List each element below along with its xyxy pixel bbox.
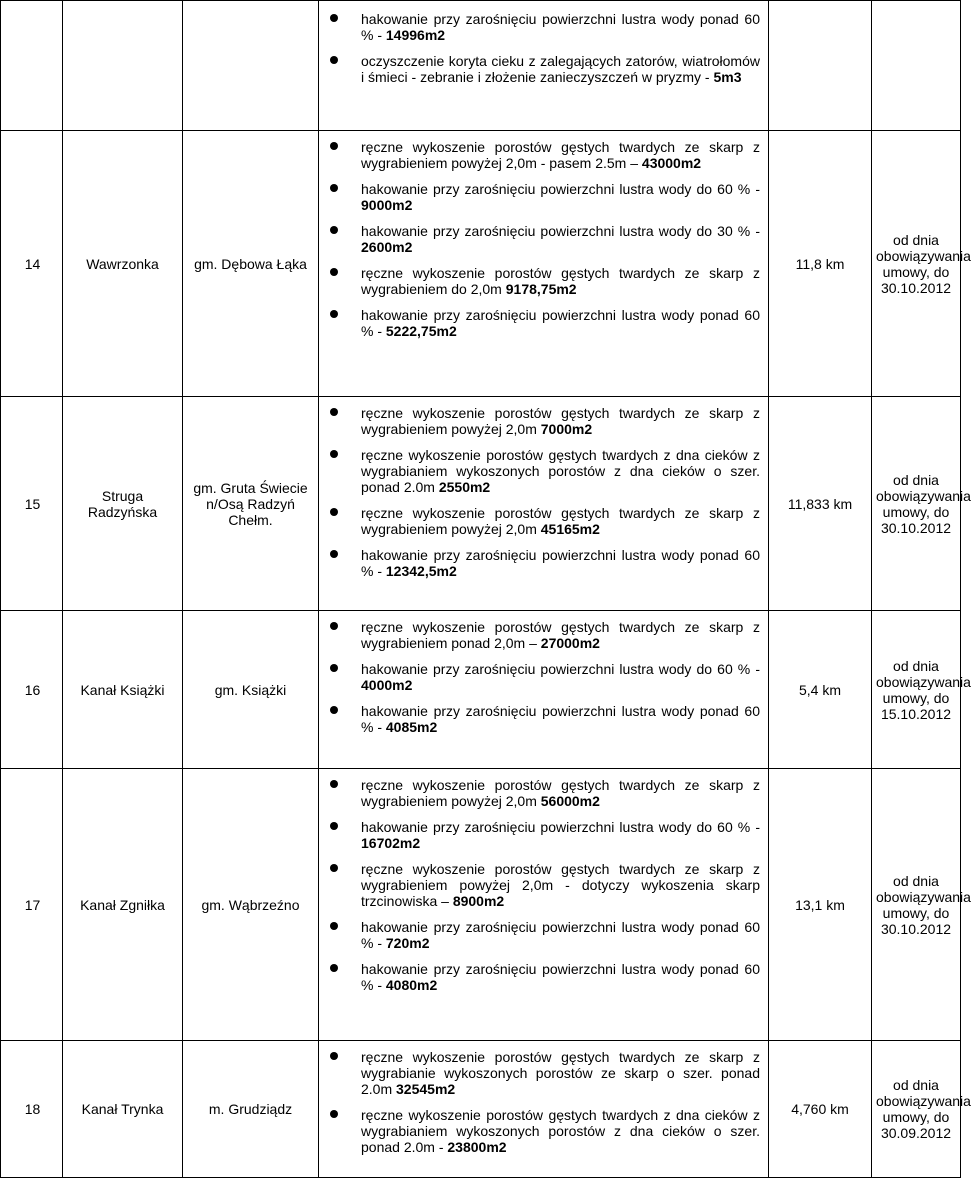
watercourse-name: Kanał Książki	[63, 611, 183, 769]
bullet-icon	[330, 864, 338, 872]
list-item	[327, 181, 760, 213]
works-list	[327, 11, 760, 85]
work-description: hakowanie przy zarośnięciu powierzchni lustra wody do 60 % -	[361, 819, 760, 835]
length	[769, 1, 872, 131]
work-quantity: 4085m2	[385, 719, 438, 735]
works-list-cell	[319, 611, 769, 769]
list-item	[327, 139, 760, 171]
work-quantity: 2550m2	[438, 479, 491, 495]
table-row	[1, 611, 961, 769]
bullet-icon	[330, 408, 338, 416]
work-quantity: 720m2	[385, 935, 430, 951]
row-number: 18	[1, 1041, 63, 1178]
bullet-icon	[330, 822, 338, 830]
work-quantity: 45165m2	[540, 521, 600, 537]
works-list	[327, 619, 760, 735]
work-quantity: 5222,75m2	[385, 323, 457, 339]
bullet-icon	[330, 922, 338, 930]
work-quantity: 12342,5m2	[385, 563, 457, 579]
work-quantity: 4080m2	[385, 977, 438, 993]
term: od dnia obowiązywania umowy, do 30.10.2012	[872, 131, 961, 397]
row-number: 15	[1, 397, 63, 611]
work-quantity: 27000m2	[540, 635, 600, 651]
list-item	[327, 405, 760, 437]
works-list-cell	[319, 1041, 769, 1178]
work-description: ręczne wykoszenie porostów gęstych twardych ze skarp z wygrabieniem powyżej 2,0m - dotyczy wykoszenia skarp trzcinowiska –	[361, 861, 760, 909]
work-description: ręczne wykoszenie porostów gęstych twardych z dna cieków z wygrabianiem wykoszonych porostów z dna cieków o szer. ponad 2.0m -	[361, 1107, 760, 1155]
term: od dnia obowiązywania umowy, do 15.10.2012	[872, 611, 961, 769]
work-quantity: 4000m2	[361, 677, 413, 693]
list-item	[327, 703, 760, 735]
bullet-icon	[330, 268, 338, 276]
location: m. Grudziądz	[183, 1041, 319, 1178]
works-list-cell	[319, 397, 769, 611]
work-description: ręczne wykoszenie porostów gęstych twardych ze skarp z wygrabieniem powyżej 2,0m	[361, 405, 760, 437]
work-description: ręczne wykoszenie porostów gęstych twardych z dna cieków z wygrabianiem wykoszonych porostów z dna cieków o szer. ponad 2.0m	[361, 447, 760, 495]
work-quantity: 14996m2	[385, 27, 446, 43]
list-item	[327, 777, 760, 809]
work-description: ręczne wykoszenie porostów gęstych twardych ze skarp z wygrabieniem powyżej 2,0m	[361, 777, 760, 809]
bullet-icon	[330, 310, 338, 318]
work-description: ręczne wykoszenie porostów gęstych twardych ze skarp z wygrabianie wykoszonych porostów ze skarp o szer. ponad 2.0m	[361, 1049, 760, 1097]
table-row	[1, 131, 961, 397]
works-list-cell	[319, 131, 769, 397]
list-item	[327, 1049, 760, 1097]
list-item	[327, 307, 760, 339]
work-description: oczyszczenie koryta cieku z zalegających zatorów, wiatrołomów i śmieci - zebranie i złożenie zanieczyszczeń w pryzmy -	[361, 53, 760, 85]
term: od dnia obowiązywania umowy, do 30.10.2012	[872, 769, 961, 1041]
watercourse-name: Struga Radzyńska	[63, 397, 183, 611]
work-description: hakowanie przy zarośnięciu powierzchni lustra wody do 30 % -	[361, 223, 760, 239]
works-list	[327, 405, 760, 579]
work-description: hakowanie przy zarośnięciu powierzchni lustra wody ponad 60 % -	[361, 547, 760, 579]
term: od dnia obowiązywania umowy, do 30.09.2012	[872, 1041, 961, 1178]
works-list	[327, 777, 760, 993]
work-description: hakowanie przy zarośnięciu powierzchni lustra wody ponad 60 % -	[361, 961, 760, 993]
bullet-icon	[330, 142, 338, 150]
works-list-cell	[319, 769, 769, 1041]
work-description: hakowanie przy zarośnięciu powierzchni lustra wody do 60 % -	[361, 661, 760, 677]
list-item	[327, 447, 760, 495]
bullet-icon	[330, 706, 338, 714]
bullet-icon	[330, 56, 338, 64]
work-description: ręczne wykoszenie porostów gęstych twardych ze skarp z wygrabieniem powyżej 2,0m	[361, 505, 760, 537]
work-quantity: 16702m2	[361, 835, 421, 851]
term: od dnia obowiązywania umowy, do 30.10.2012	[872, 397, 961, 611]
watercourse-name: Wawrzonka	[63, 131, 183, 397]
list-item	[327, 919, 760, 951]
length: 11,833 km	[769, 397, 872, 611]
list-item	[327, 661, 760, 693]
term	[872, 1, 961, 131]
work-description: ręczne wykoszenie porostów gęstych twardych ze skarp z wygrabieniem do 2,0m	[361, 265, 760, 297]
bullet-icon	[330, 226, 338, 234]
work-description: hakowanie przy zarośnięciu powierzchni lustra wody ponad 60 % -	[361, 703, 760, 735]
work-description: hakowanie przy zarośnięciu powierzchni lustra wody ponad 60 % -	[361, 919, 760, 951]
row-number: 17	[1, 769, 63, 1041]
table-row	[1, 397, 961, 611]
work-description: hakowanie przy zarośnięciu powierzchni lustra wody ponad 60 % -	[361, 11, 760, 43]
location	[183, 1, 319, 131]
bullet-icon	[330, 964, 338, 972]
bullet-icon	[330, 550, 338, 558]
row-number	[1, 1, 63, 131]
list-item	[327, 1107, 760, 1155]
list-item	[327, 547, 760, 579]
length: 13,1 km	[769, 769, 872, 1041]
bullet-icon	[330, 1110, 338, 1118]
work-quantity: 7000m2	[540, 421, 593, 437]
location: gm. Książki	[183, 611, 319, 769]
table-row	[1, 1, 961, 131]
bullet-icon	[330, 622, 338, 630]
work-quantity: 9000m2	[361, 197, 413, 213]
bullet-icon	[330, 780, 338, 788]
row-number: 16	[1, 611, 63, 769]
work-quantity: 5m3	[713, 69, 742, 85]
length: 11,8 km	[769, 131, 872, 397]
list-item	[327, 505, 760, 537]
location: gm. Dębowa Łąka	[183, 131, 319, 397]
work-quantity: 23800m2	[447, 1139, 507, 1155]
work-quantity: 2600m2	[361, 239, 413, 255]
work-description: ręczne wykoszenie porostów gęstych twardych ze skarp z wygrabieniem powyżej 2,0m - pasem 2.5m –	[361, 139, 760, 171]
list-item	[327, 265, 760, 297]
bullet-icon	[330, 664, 338, 672]
work-quantity: 8900m2	[452, 893, 505, 909]
bullet-icon	[330, 14, 338, 22]
work-description: ręczne wykoszenie porostów gęstych twardych ze skarp z wygrabieniem ponad 2,0m –	[361, 619, 760, 651]
list-item	[327, 11, 760, 43]
works-list	[327, 139, 760, 339]
bullet-icon	[330, 450, 338, 458]
length: 5,4 km	[769, 611, 872, 769]
length: 4,760 km	[769, 1041, 872, 1178]
table-row	[1, 1041, 961, 1178]
watercourse-name: Kanał Zgniłka	[63, 769, 183, 1041]
list-item	[327, 53, 760, 85]
list-item	[327, 619, 760, 651]
work-description: hakowanie przy zarośnięciu powierzchni lustra wody do 60 % -	[361, 181, 760, 197]
list-item	[327, 819, 760, 851]
watercourse-name: Kanał Trynka	[63, 1041, 183, 1178]
watercourse-name	[63, 1, 183, 131]
bullet-icon	[330, 184, 338, 192]
table-row	[1, 769, 961, 1041]
work-quantity: 43000m2	[641, 155, 702, 171]
bullet-icon	[330, 1052, 338, 1060]
work-quantity: 9178,75m2	[505, 281, 577, 297]
work-description: hakowanie przy zarośnięciu powierzchni lustra wody ponad 60 % -	[361, 307, 760, 339]
list-item	[327, 961, 760, 993]
work-quantity: 56000m2	[540, 793, 600, 809]
bullet-icon	[330, 508, 338, 516]
location: gm. Wąbrzeźno	[183, 769, 319, 1041]
works-list	[327, 1049, 760, 1155]
location: gm. Gruta Świecie n/Osą Radzyń Chełm.	[183, 397, 319, 611]
works-list-cell	[319, 1, 769, 131]
row-number: 14	[1, 131, 63, 397]
list-item	[327, 223, 760, 255]
list-item	[327, 861, 760, 909]
work-quantity: 32545m2	[396, 1081, 456, 1097]
